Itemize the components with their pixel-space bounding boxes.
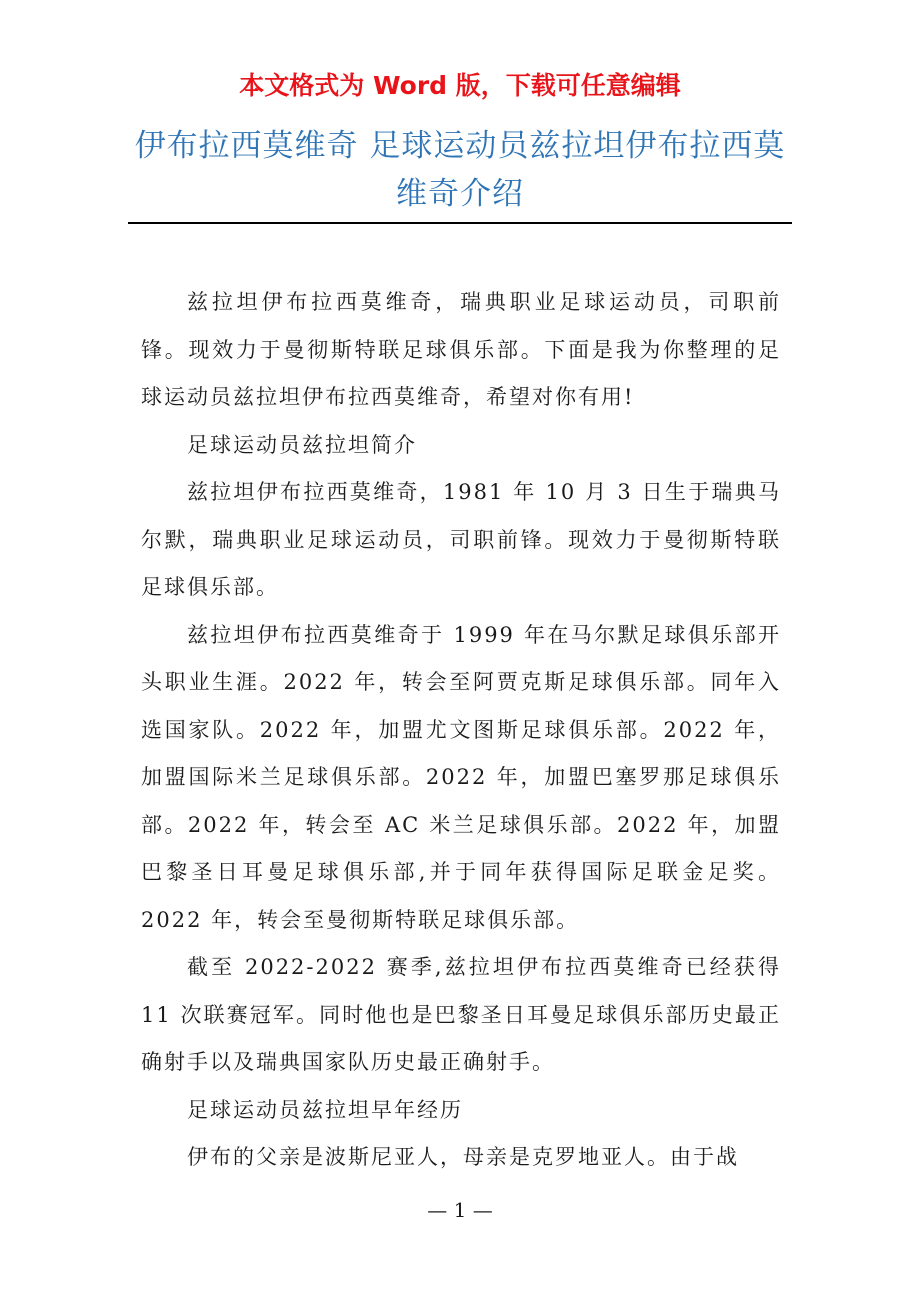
section-heading-early-life: 足球运动员兹拉坦早年经历 bbox=[187, 1097, 463, 1122]
profile-paragraph: 兹拉坦伊布拉西莫维奇，1981 年 10 月 3 日生于瑞典马尔默，瑞典职业足球运动员，司职前锋。现效力于曼彻斯特联足球俱乐部。 bbox=[141, 480, 781, 599]
career-paragraph: 兹拉坦伊布拉西莫维奇于 1999 年在马尔默足球俱乐部开头职业生涯。2022 年，转会至阿贾克斯足球俱乐部。同年入选国家队。2022 年，加盟尤文图斯足球俱乐部。2022 年，加盟国际米兰足球俱乐部。2022 年，加盟巴塞罗那足球俱乐部。2022 年，转会至 AC 米兰足球俱乐部。2022 年，加盟巴黎圣日耳曼足球俱乐部,并于同年获得国际足联金足奖。2022 年，转会至曼彻斯特联足球俱乐部。 bbox=[141, 622, 781, 932]
title-divider bbox=[128, 222, 792, 224]
honors-paragraph: 截至 2022-2022 赛季,兹拉坦伊布拉西莫维奇已经获得 11 次联赛冠军。同时他也是巴黎圣日耳曼足球俱乐部历史最正确射手以及瑞典国家队历史最正确射手。 bbox=[141, 955, 781, 1074]
early-life-paragraph: 伊布的父亲是波斯尼亚人，母亲是克罗地亚人。由于战 bbox=[187, 1145, 739, 1169]
section-heading-profile: 足球运动员兹拉坦简介 bbox=[187, 432, 417, 457]
page-number: — 1 — bbox=[427, 1198, 493, 1222]
intro-paragraph: 兹拉坦伊布拉西莫维奇，瑞典职业足球运动员，司职前锋。现效力于曼彻斯特联足球俱乐部。下面是我为你整理的足球运动员兹拉坦伊布拉西莫维奇，希望对你有用! bbox=[141, 290, 781, 409]
page-title: 伊布拉西莫维奇 足球运动员兹拉坦伊布拉西莫维奇介绍 bbox=[134, 128, 786, 212]
download-banner: 本文格式为 Word 版，下载可任意编辑 bbox=[239, 71, 681, 100]
article-body bbox=[141, 279, 781, 1182]
